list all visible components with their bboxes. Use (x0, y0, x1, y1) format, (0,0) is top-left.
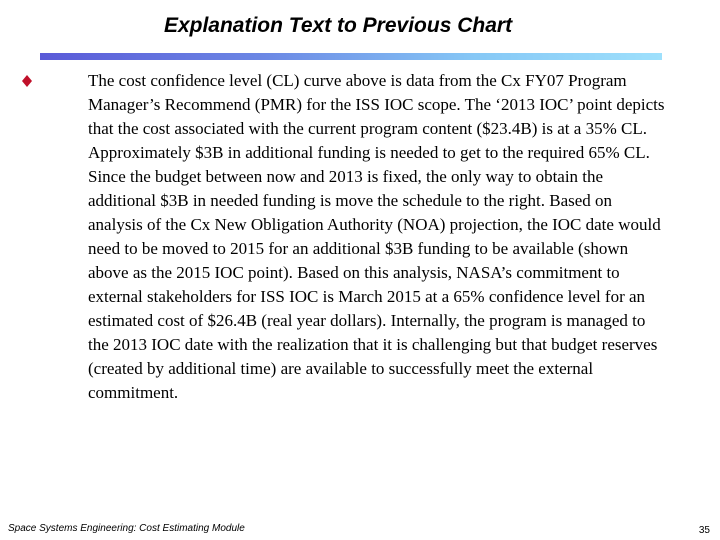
bullet-text: The cost confidence level (CL) curve above is data from the Cx FY07 Program Manager’s Recommend (PMR) for the ISS IOC scope. The ‘2013 IOC’ point depicts that the cost associated with the current program content ($23.4B) is at a 35% CL. Approximately $3B in additional funding is needed to get to the required 65% CL. Since the budget between now and 2013 is fixed, the only way to obtain the additional $3B in needed funding is move the schedule to the right. Based on analysis of the Cx New Obligation Authority (NOA) projection, the IOC date would need to be moved to 2015 for an additional $3B funding to be available (shown above as the 2015 IOC point). Based on this analysis, NASA’s commitment to external stakeholders for ISS IOC is March 2015 at a 65% confidence level for an estimated cost of $26.4B (real year dollars). Internally, the program is managed to the 2013 IOC date with the realization that it is challenging but that budget reserves (created by additional time) are available to successfully meet the external commitment. (88, 71, 665, 402)
slide-title: Explanation Text to Previous Chart (163, 14, 513, 37)
footer-course-title: Space Systems Engineering: Cost Estimating Module (8, 523, 245, 534)
diamond-bullet-icon (20, 74, 34, 88)
page-number: 35 (698, 525, 710, 536)
title-underline-rule (40, 53, 662, 60)
